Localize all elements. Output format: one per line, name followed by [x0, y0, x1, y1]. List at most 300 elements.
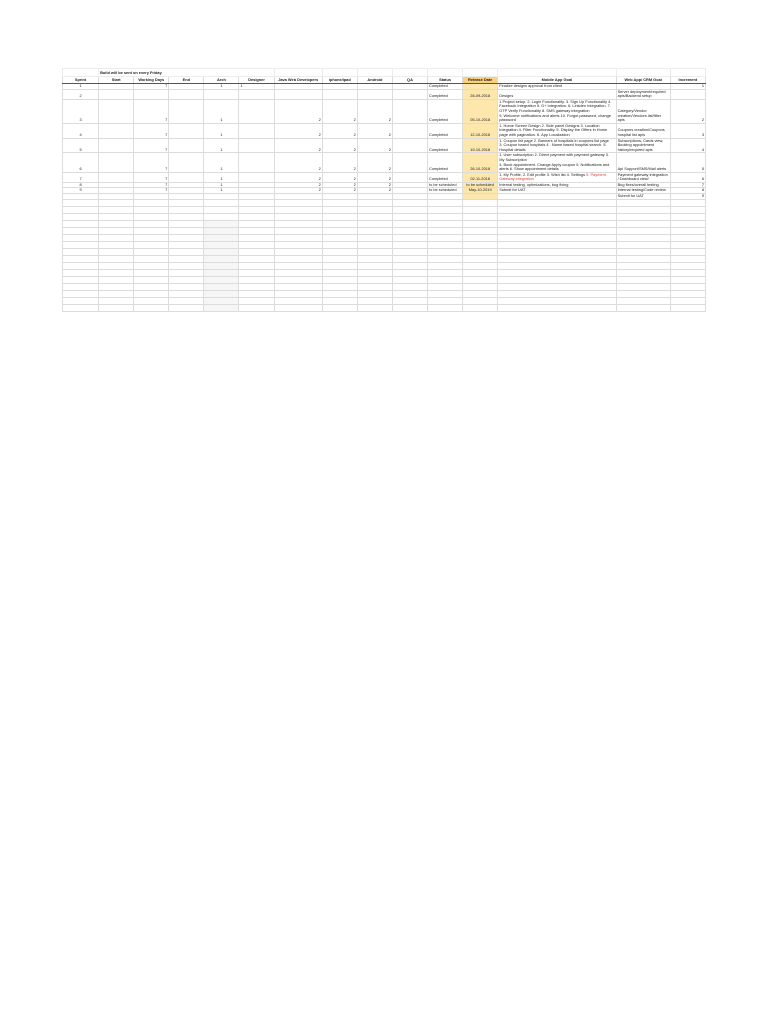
empty-cell[interactable] — [134, 213, 169, 220]
empty-cell[interactable] — [670, 206, 705, 213]
cell-designer[interactable] — [239, 172, 274, 182]
empty-cell[interactable] — [616, 220, 670, 227]
cell-java-web-developers[interactable]: 2 — [274, 153, 322, 172]
empty-cell[interactable] — [134, 206, 169, 213]
cell-increment[interactable]: 9 — [670, 194, 705, 200]
cell-java-web-developers[interactable]: 2 — [274, 188, 322, 194]
cell-status[interactable]: to be scheduled — [428, 182, 463, 188]
cell-qa[interactable] — [392, 89, 427, 99]
empty-cell[interactable] — [274, 248, 322, 255]
cell-status[interactable]: Completed — [428, 172, 463, 182]
cell-iphone-ipad[interactable]: 2 — [322, 123, 357, 138]
cell-release-date[interactable]: 26-10-2018 — [463, 153, 498, 172]
empty-cell[interactable] — [428, 255, 463, 262]
empty-cell[interactable] — [63, 297, 99, 304]
empty-cell[interactable] — [670, 304, 705, 311]
empty-cell[interactable] — [274, 276, 322, 283]
empty-cell[interactable] — [322, 227, 357, 234]
empty-cell[interactable] — [392, 304, 427, 311]
cell-working-days[interactable]: 7 — [134, 172, 169, 182]
cell-start[interactable] — [99, 99, 134, 123]
empty-cell[interactable] — [274, 269, 322, 276]
empty-cell[interactable] — [239, 276, 274, 283]
empty-cell[interactable] — [616, 234, 670, 241]
col-header-release-date[interactable]: Release Date — [463, 77, 498, 84]
cell-mobile-app-goal[interactable] — [498, 89, 616, 99]
empty-cell[interactable] — [670, 199, 705, 206]
cell-increment[interactable]: 5 — [670, 153, 705, 172]
cell-android[interactable]: 2 — [357, 153, 392, 172]
empty-cell[interactable] — [63, 248, 99, 255]
empty-cell[interactable] — [428, 213, 463, 220]
empty-cell[interactable] — [239, 241, 274, 248]
cell-arch[interactable]: 1 — [204, 182, 239, 188]
cell-android[interactable]: 2 — [357, 172, 392, 182]
cell-sprint[interactable]: 7 — [63, 172, 99, 182]
empty-cell[interactable] — [169, 234, 204, 241]
col-header-android[interactable]: Android — [357, 77, 392, 84]
cell-web-app-crm-goal[interactable]: Api Support/SMS/Mail alerts — [616, 153, 670, 172]
empty-cell[interactable] — [428, 304, 463, 311]
empty-cell[interactable] — [204, 206, 239, 213]
empty-cell[interactable] — [99, 234, 134, 241]
empty-cell[interactable] — [392, 269, 427, 276]
empty-cell[interactable] — [134, 199, 169, 206]
cell-arch[interactable]: 1 — [204, 123, 239, 138]
empty-cell[interactable] — [169, 213, 204, 220]
cell-arch[interactable]: 1 — [204, 188, 239, 194]
empty-cell[interactable] — [169, 269, 204, 276]
empty-cell[interactable] — [169, 199, 204, 206]
empty-cell[interactable] — [99, 206, 134, 213]
cell-working-days[interactable]: 7 — [134, 138, 169, 153]
cell-mobile-app-goal[interactable] — [498, 172, 616, 182]
empty-cell[interactable] — [239, 262, 274, 269]
empty-cell[interactable] — [357, 248, 392, 255]
empty-cell[interactable] — [322, 304, 357, 311]
cell-sprint[interactable]: 1 — [63, 84, 99, 90]
empty-cell[interactable] — [428, 297, 463, 304]
empty-cell[interactable] — [99, 283, 134, 290]
cell-working-days[interactable]: 7 — [134, 84, 169, 90]
empty-cell[interactable] — [322, 213, 357, 220]
empty-cell[interactable] — [63, 220, 99, 227]
empty-cell[interactable] — [357, 262, 392, 269]
cell-java-web-developers[interactable] — [274, 89, 322, 99]
empty-cell[interactable] — [616, 290, 670, 297]
empty-cell[interactable] — [204, 234, 239, 241]
empty-cell[interactable] — [428, 262, 463, 269]
empty-cell[interactable] — [463, 297, 498, 304]
empty-cell[interactable] — [169, 276, 204, 283]
empty-cell[interactable] — [274, 199, 322, 206]
cell-increment[interactable]: 2 — [670, 99, 705, 123]
empty-cell[interactable] — [498, 262, 616, 269]
empty-cell[interactable] — [274, 241, 322, 248]
cell-increment[interactable]: 1 — [670, 84, 705, 90]
empty-cell[interactable] — [134, 255, 169, 262]
cell-mobile-app-goal[interactable] — [498, 138, 616, 153]
col-header-working-days[interactable]: Working Days — [134, 77, 169, 84]
cell-designer[interactable] — [239, 89, 274, 99]
empty-cell[interactable] — [169, 297, 204, 304]
empty-cell[interactable] — [392, 290, 427, 297]
empty-cell[interactable] — [428, 290, 463, 297]
empty-cell[interactable] — [204, 269, 239, 276]
empty-cell[interactable] — [204, 241, 239, 248]
empty-cell[interactable] — [134, 234, 169, 241]
cell-java-web-developers[interactable]: 2 — [274, 123, 322, 138]
cell-web-app-crm-goal[interactable]: Bug fixes/overall testing — [616, 182, 670, 188]
cell-java-web-developers[interactable]: 2 — [274, 172, 322, 182]
empty-cell[interactable] — [670, 290, 705, 297]
empty-cell[interactable] — [616, 227, 670, 234]
empty-cell[interactable] — [169, 227, 204, 234]
empty-cell[interactable] — [463, 283, 498, 290]
empty-cell[interactable] — [357, 290, 392, 297]
empty-cell[interactable] — [463, 220, 498, 227]
empty-cell[interactable] — [498, 248, 616, 255]
empty-cell[interactable] — [239, 220, 274, 227]
empty-cell[interactable] — [134, 248, 169, 255]
empty-cell[interactable] — [670, 227, 705, 234]
empty-cell[interactable] — [239, 248, 274, 255]
cell-iphone-ipad[interactable]: 2 — [322, 188, 357, 194]
empty-cell[interactable] — [322, 290, 357, 297]
empty-cell[interactable] — [428, 241, 463, 248]
empty-cell[interactable] — [204, 248, 239, 255]
empty-cell[interactable] — [670, 255, 705, 262]
empty-cell[interactable] — [616, 283, 670, 290]
cell-release-date[interactable]: 02-11-2018 — [463, 172, 498, 182]
cell-qa[interactable] — [392, 153, 427, 172]
empty-cell[interactable] — [274, 220, 322, 227]
cell-release-date[interactable]: 19-10-2018 — [463, 138, 498, 153]
empty-cell[interactable] — [169, 248, 204, 255]
empty-cell[interactable] — [239, 206, 274, 213]
empty-cell[interactable] — [357, 234, 392, 241]
col-header-iphone-ipad[interactable]: iphone/ipad — [322, 77, 357, 84]
empty-cell[interactable] — [99, 213, 134, 220]
empty-cell[interactable] — [322, 297, 357, 304]
empty-cell[interactable] — [63, 206, 99, 213]
cell-increment[interactable]: 6 — [670, 172, 705, 182]
cell-android[interactable] — [357, 89, 392, 99]
cell-arch[interactable]: 1 — [204, 84, 239, 90]
empty-cell[interactable] — [670, 213, 705, 220]
cell-designer[interactable] — [239, 138, 274, 153]
empty-cell[interactable] — [204, 227, 239, 234]
empty-cell[interactable] — [357, 255, 392, 262]
empty-cell[interactable] — [463, 199, 498, 206]
empty-cell[interactable] — [616, 297, 670, 304]
empty-cell[interactable] — [428, 283, 463, 290]
empty-cell[interactable] — [670, 248, 705, 255]
empty-cell[interactable] — [322, 269, 357, 276]
empty-cell[interactable] — [392, 255, 427, 262]
cell-status[interactable]: Completed — [428, 99, 463, 123]
empty-cell[interactable] — [322, 262, 357, 269]
empty-cell[interactable] — [670, 241, 705, 248]
empty-cell[interactable] — [204, 304, 239, 311]
col-header-end[interactable]: End — [169, 77, 204, 84]
cell-start[interactable] — [99, 123, 134, 138]
empty-cell[interactable] — [204, 262, 239, 269]
empty-cell[interactable] — [322, 241, 357, 248]
cell-web-app-crm-goal[interactable]: Internal testing/Code review — [616, 188, 670, 194]
cell-mobile-app-goal[interactable] — [498, 123, 616, 138]
cell-sprint[interactable]: 3 — [63, 99, 99, 123]
cell-release-date[interactable]: 28-09-2018 — [463, 89, 498, 99]
empty-cell[interactable] — [99, 248, 134, 255]
empty-cell[interactable] — [616, 255, 670, 262]
empty-cell[interactable] — [498, 304, 616, 311]
cell-increment[interactable] — [670, 89, 705, 99]
cell-android[interactable]: 2 — [357, 182, 392, 188]
cell-iphone-ipad[interactable]: 2 — [322, 172, 357, 182]
empty-cell[interactable] — [322, 220, 357, 227]
cell-increment[interactable]: 8 — [670, 188, 705, 194]
empty-cell[interactable] — [134, 304, 169, 311]
empty-cell[interactable] — [274, 255, 322, 262]
cell-release-date[interactable]: May-10-2019 — [463, 188, 498, 194]
empty-cell[interactable] — [134, 276, 169, 283]
empty-cell[interactable] — [428, 199, 463, 206]
empty-cell[interactable] — [463, 213, 498, 220]
cell-status[interactable]: Completed — [428, 89, 463, 99]
empty-cell[interactable] — [204, 220, 239, 227]
cell-increment[interactable]: 4 — [670, 138, 705, 153]
empty-cell[interactable] — [463, 255, 498, 262]
empty-cell[interactable] — [463, 248, 498, 255]
empty-cell[interactable] — [274, 283, 322, 290]
empty-cell[interactable] — [428, 206, 463, 213]
cell-android[interactable]: 2 — [357, 138, 392, 153]
cell-sprint[interactable]: 9 — [63, 188, 99, 194]
cell-working-days[interactable]: 7 — [134, 123, 169, 138]
empty-cell[interactable] — [322, 199, 357, 206]
empty-cell[interactable] — [274, 234, 322, 241]
cell-iphone-ipad[interactable]: 2 — [322, 153, 357, 172]
empty-cell[interactable] — [134, 227, 169, 234]
empty-cell[interactable] — [357, 283, 392, 290]
empty-cell[interactable] — [670, 297, 705, 304]
empty-cell[interactable] — [204, 255, 239, 262]
empty-cell[interactable] — [99, 262, 134, 269]
empty-cell[interactable] — [498, 255, 616, 262]
col-header-sprint[interactable]: Sprint — [63, 77, 99, 84]
cell-arch[interactable]: 1 — [204, 172, 239, 182]
empty-cell[interactable] — [134, 297, 169, 304]
empty-cell[interactable] — [357, 297, 392, 304]
cell-sprint[interactable]: 8 — [63, 182, 99, 188]
empty-cell[interactable] — [428, 248, 463, 255]
empty-cell[interactable] — [357, 241, 392, 248]
cell-designer[interactable] — [239, 99, 274, 123]
cell-working-days[interactable]: 7 — [134, 99, 169, 123]
empty-cell[interactable] — [169, 255, 204, 262]
empty-cell[interactable] — [63, 276, 99, 283]
cell-web-app-crm-goal[interactable]: Payment gateway integration / Dashboard view/ — [616, 172, 670, 182]
cell-web-app-crm-goal[interactable]: Submit for UAT — [616, 194, 670, 200]
cell-release-date[interactable]: 12-10-2018 — [463, 123, 498, 138]
empty-cell[interactable] — [616, 206, 670, 213]
empty-cell[interactable] — [169, 304, 204, 311]
empty-cell[interactable] — [428, 220, 463, 227]
cell-status[interactable]: Completed — [428, 84, 463, 90]
empty-cell[interactable] — [616, 213, 670, 220]
empty-cell[interactable] — [169, 220, 204, 227]
empty-cell[interactable] — [134, 220, 169, 227]
cell-android[interactable]: 2 — [357, 123, 392, 138]
cell-designer[interactable] — [239, 123, 274, 138]
empty-cell[interactable] — [63, 262, 99, 269]
empty-cell[interactable] — [616, 248, 670, 255]
empty-cell[interactable] — [134, 290, 169, 297]
cell-increment[interactable]: 3 — [670, 123, 705, 138]
cell-qa[interactable] — [392, 99, 427, 123]
empty-cell[interactable] — [134, 262, 169, 269]
empty-cell[interactable] — [239, 255, 274, 262]
cell-web-app-crm-goal[interactable]: Coupons creation/Coupons hospital list apis — [616, 123, 670, 138]
cell-web-app-crm-goal[interactable]: Server deployment/required apis/Backend setup — [616, 89, 670, 99]
empty-cell[interactable] — [463, 227, 498, 234]
empty-cell[interactable] — [99, 290, 134, 297]
empty-cell[interactable] — [239, 283, 274, 290]
empty-cell[interactable] — [239, 297, 274, 304]
empty-cell[interactable] — [498, 276, 616, 283]
col-header-mobile-app-goal[interactable]: Mobile App Goal — [498, 77, 616, 84]
cell-working-days[interactable]: 7 — [134, 182, 169, 188]
empty-cell[interactable] — [670, 276, 705, 283]
empty-cell[interactable] — [63, 234, 99, 241]
empty-cell[interactable] — [274, 206, 322, 213]
empty-cell[interactable] — [498, 241, 616, 248]
cell-iphone-ipad[interactable] — [322, 89, 357, 99]
empty-cell[interactable] — [428, 234, 463, 241]
empty-cell[interactable] — [322, 276, 357, 283]
cell-end[interactable] — [169, 89, 204, 99]
cell-iphone-ipad[interactable]: 2 — [322, 99, 357, 123]
cell-end[interactable] — [169, 123, 204, 138]
cell-android[interactable]: 2 — [357, 99, 392, 123]
empty-cell[interactable] — [239, 234, 274, 241]
empty-cell[interactable] — [498, 269, 616, 276]
empty-cell[interactable] — [204, 297, 239, 304]
empty-cell[interactable] — [498, 290, 616, 297]
col-header-qa[interactable]: QA — [392, 77, 427, 84]
empty-cell[interactable] — [392, 262, 427, 269]
empty-cell[interactable] — [239, 199, 274, 206]
empty-cell[interactable] — [63, 255, 99, 262]
col-header-java-web-developers[interactable]: Java Web Developers — [274, 77, 322, 84]
empty-cell[interactable] — [392, 297, 427, 304]
empty-cell[interactable] — [99, 241, 134, 248]
empty-cell[interactable] — [134, 269, 169, 276]
empty-cell[interactable] — [498, 199, 616, 206]
empty-cell[interactable] — [169, 241, 204, 248]
empty-cell[interactable] — [392, 220, 427, 227]
cell-arch[interactable]: 1 — [204, 99, 239, 123]
empty-cell[interactable] — [357, 227, 392, 234]
empty-cell[interactable] — [616, 262, 670, 269]
empty-cell[interactable] — [322, 248, 357, 255]
empty-cell[interactable] — [274, 227, 322, 234]
empty-cell[interactable] — [134, 241, 169, 248]
empty-cell[interactable] — [357, 199, 392, 206]
empty-cell[interactable] — [239, 304, 274, 311]
empty-cell[interactable] — [99, 227, 134, 234]
col-header-start[interactable]: Start — [99, 77, 134, 84]
cell-qa[interactable] — [392, 123, 427, 138]
empty-cell[interactable] — [498, 283, 616, 290]
empty-cell[interactable] — [357, 276, 392, 283]
cell-arch[interactable] — [204, 89, 239, 99]
cell-qa[interactable] — [392, 172, 427, 182]
empty-cell[interactable] — [63, 304, 99, 311]
empty-cell[interactable] — [169, 206, 204, 213]
empty-cell[interactable] — [616, 241, 670, 248]
col-header-arch[interactable]: Arch — [204, 77, 239, 84]
empty-cell[interactable] — [99, 269, 134, 276]
cell-arch[interactable]: 1 — [204, 153, 239, 172]
cell-iphone-ipad[interactable]: 2 — [322, 138, 357, 153]
empty-cell[interactable] — [169, 283, 204, 290]
empty-cell[interactable] — [463, 234, 498, 241]
empty-cell[interactable] — [392, 213, 427, 220]
empty-cell[interactable] — [498, 206, 616, 213]
empty-cell[interactable] — [357, 206, 392, 213]
empty-cell[interactable] — [274, 290, 322, 297]
cell-java-web-developers[interactable]: 2 — [274, 138, 322, 153]
empty-cell[interactable] — [616, 269, 670, 276]
cell-sprint[interactable]: 6 — [63, 153, 99, 172]
empty-cell[interactable] — [204, 283, 239, 290]
empty-cell[interactable] — [204, 199, 239, 206]
empty-cell[interactable] — [322, 234, 357, 241]
cell-arch[interactable]: 1 — [204, 138, 239, 153]
empty-cell[interactable] — [169, 290, 204, 297]
empty-cell[interactable] — [134, 283, 169, 290]
cell-start[interactable] — [99, 89, 134, 99]
cell-designer[interactable]: 1 — [239, 84, 274, 90]
empty-cell[interactable] — [204, 290, 239, 297]
empty-cell[interactable] — [392, 206, 427, 213]
empty-cell[interactable] — [463, 304, 498, 311]
cell-start[interactable] — [99, 153, 134, 172]
empty-cell[interactable] — [357, 220, 392, 227]
cell-working-days[interactable] — [134, 89, 169, 99]
cell-start[interactable] — [99, 172, 134, 182]
empty-cell[interactable] — [357, 269, 392, 276]
empty-cell[interactable] — [392, 234, 427, 241]
empty-cell[interactable] — [670, 220, 705, 227]
empty-cell[interactable] — [274, 297, 322, 304]
cell-sprint[interactable]: 4 — [63, 123, 99, 138]
empty-cell[interactable] — [498, 297, 616, 304]
cell-status[interactable]: Completed — [428, 153, 463, 172]
empty-cell[interactable] — [463, 290, 498, 297]
empty-cell[interactable] — [392, 241, 427, 248]
empty-cell[interactable] — [239, 227, 274, 234]
empty-cell[interactable] — [670, 262, 705, 269]
empty-cell[interactable] — [498, 213, 616, 220]
empty-cell[interactable] — [392, 227, 427, 234]
cell-end[interactable] — [169, 138, 204, 153]
empty-cell[interactable] — [274, 304, 322, 311]
cell-sprint[interactable]: 5 — [63, 138, 99, 153]
cell-qa[interactable] — [392, 138, 427, 153]
